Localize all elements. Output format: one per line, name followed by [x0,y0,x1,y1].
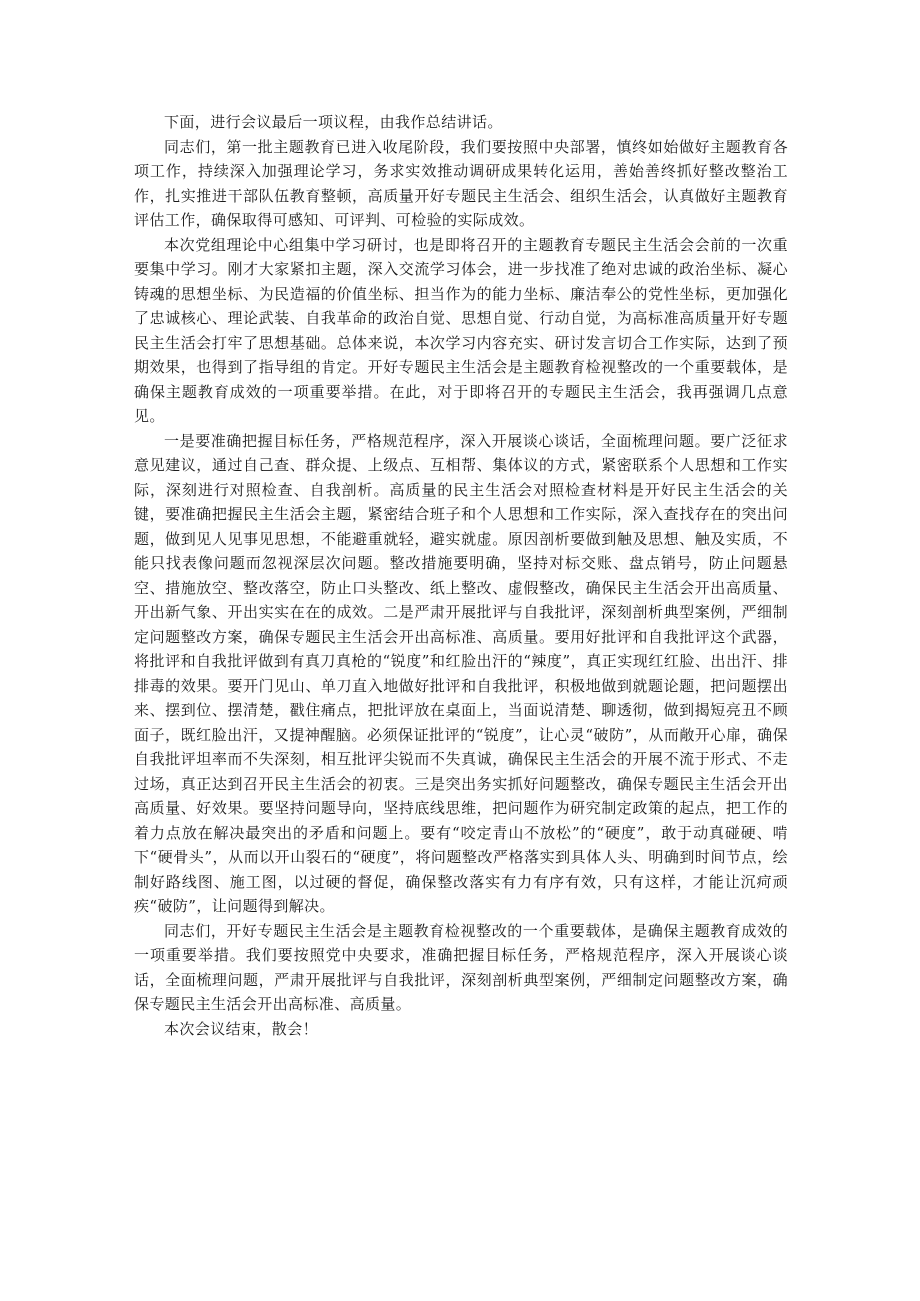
paragraph-closing: 本次会议结束，散会！ [164,1019,319,1038]
paragraph-study-summary: 本次党组理论中心组集中学习研讨，也是即将召开的主题教育专题民主生活会会前的一次重要集中学习。刚才大家紧扣主题，深入交流学习体会，进一步找准了绝对忠诚的政治坐标、凝心铸魂的思想坐标、为民造福的价值坐标、担当作为的能力坐标、廉洁奉公的党性坐标，更加强化了忠诚核心、理论武装、自我革命的政治自觉、思想自觉、行动自觉，为高标准高质量开好专题民主生活会打牢了思想基础。总体来说，本次学习内容充实、研讨发言切合工作实际，达到了预期效果，也得到了指导组的肯定。开好专题民主生活会是主题教育检视整改的一个重要载体，是确保主题教育成效的一项重要举措。在此，对于即将召开的专题民主生活会，我再强调几点意见。 [134,235,788,425]
paragraph-key-points: 一是要准确把握目标任务，严格规范程序，深入开展谈心谈话，全面梳理问题。要广泛征求意见建议，通过自己查、群众提、上级点、互相帮、集体议的方式，紧密联系个人思想和工作实际，深刻进行对照检查、自我剖析。高质量的民主生活会对照检查材料是开好民主生活会的关键，要准确把握民主生活会主题，紧密结合班子和个人思想和工作实际，深入查找存在的突出问题，做到见人见事见思想，不能避重就轻，避实就虚。原因剖析要做到触及思想、触及实质，不能只找表像问题而忽视深层次问题。整改措施要明确，坚持对标交账、盘点销号，防止问题悬空、措施放空、整改落空，防止口头整改、纸上整改、虚假整改，确保民主生活会开出高质量、开出新气象、开出实实在在的成效。二是严肃开展批评与自我批评，深刻剖析典型案例，严细制定问题整改方案，确保专题民主生活会开出高标准、高质量。要用好批评和自我批评这个武器，将批评和自我批评做到有真刀真枪的“锐度”和红脸出汗的“辣度”，真正实现红红脸、出出汗、排排毒的效果。要开门见山、单刀直入地做好批评和自我批评，积极地做到就题论题，把问题摆出来、摆到位、摆清楚，戳住痛点，把批评放在桌面上，当面说清楚、聊透彻，做到揭短亮丑不顾面子，既红脸出汗，又提神醒脑。必须保证批评的“锐度”，让心灵“破防”，从而敞开心扉，确保自我批评坦率而不失深刻，相互批评尖锐而不失真诚，确保民主生活会的开展不流于形式、不走过场，真正达到召开民主生活会的初衷。三是突出务实抓好问题整改，确保专题民主生活会开出高质量、好效果。要坚持问题导向，坚持底线思维，把问题作为研究制定政策的起点，把工作的着力点放在解决最突出的矛盾和问题上。要有“咬定青山不放松”的“硬度”，敢于动真碰硬、啃下“硬骨头”，从而以开山裂石的“硬度”，将问题整改严格落实到具体人头、明确到时间节点，绘制好路线图、施工图，以过硬的督促，确保整改落实有力有序有效，只有这样，才能让沉疴顽疾“破防”，让问题得到解决。 [134,431,788,915]
paragraph-opening: 下面，进行会议最后一项议程，由我作总结讲话。 [164,113,503,131]
document-body [134,110,788,1041]
paragraph-conclusion: 同志们，开好专题民主生活会是主题教育检视整改的一个重要载体，是确保主题教育成效的一项重要举措。我们要按照党中央要求，准确把握目标任务，严格规范程序，深入开展谈心谈话，全面梳理问题，严肃开展批评与自我批评，深刻剖析典型案例，严细制定问题整改方案，确保专题民主生活会开出高标准、高质量。 [134,921,788,1013]
paragraph-work-requirements: 同志们，第一批主题教育已进入收尾阶段，我们要按照中央部署，慎终如始做好主题教育各项工作，持续深入加强理论学习，务求实效推动调研成果转化运用，善始善终抓好整改整治工作，扎实推进干部队伍教育整顿，高质量开好专题民主生活会、组织生活会，认真做好主题教育评估工作，确保取得可感知、可评判、可检验的实际成效。 [134,137,788,229]
